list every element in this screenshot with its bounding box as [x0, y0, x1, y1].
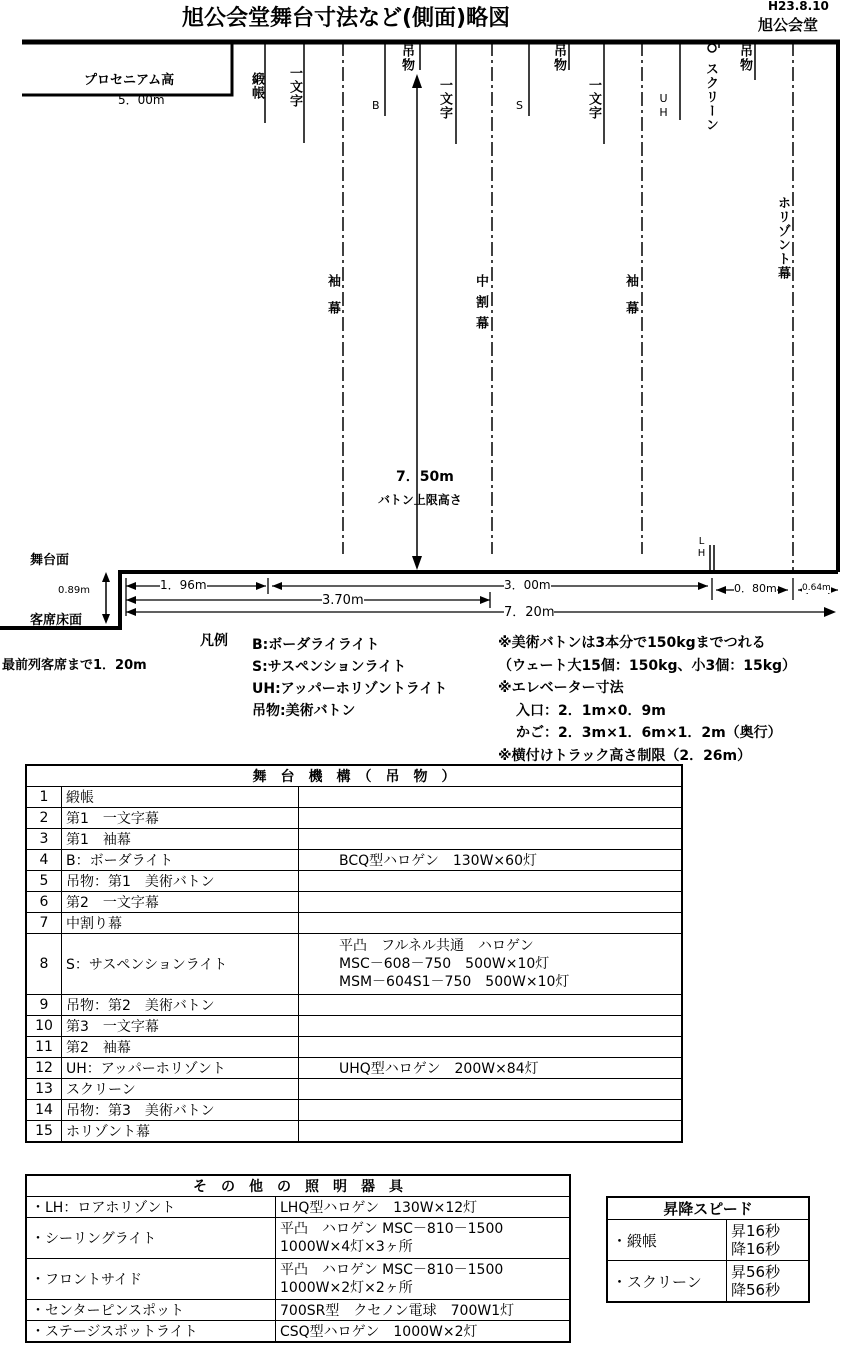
- border-light-label: B: [372, 99, 380, 112]
- nakawari-label: 中割幕: [473, 274, 488, 337]
- dim-1-96: 1．96m: [160, 578, 207, 592]
- ichimonji-2-label: 一文字: [437, 78, 452, 120]
- suspension-light-label: S: [516, 99, 523, 112]
- table-row: 9 吊物：第2 美術バトン: [26, 995, 682, 1016]
- screen-label: スクリーン: [703, 62, 718, 132]
- front-row-label: 最前列客席まで1．20m: [2, 658, 147, 673]
- table-row: ・シーリングライト 平凸 ハロゲン MSC－810－1500 1000W×4灯×3ヶ所: [26, 1218, 570, 1259]
- dim-0-80: 0．80m: [734, 582, 777, 595]
- ichimonji-3-label: 一文字: [586, 78, 601, 120]
- table-row: 14 吊物：第3 美術バトン: [26, 1100, 682, 1121]
- note-line: 入口：2．1m×0．9m: [516, 702, 666, 719]
- light-table-title: そ の 他 の 照 明 器 具: [26, 1175, 570, 1197]
- speed-table-title: 昇降スピード: [607, 1197, 809, 1220]
- upper-horizont-label: UH: [657, 92, 670, 120]
- table-row: ・ステージスポットライト CSQ型ハロゲン 1000W×2灯: [26, 1321, 570, 1343]
- table-row: 1 緞帳: [26, 787, 682, 808]
- note-line: （ウェート大15個：150kg、小3個：15kg）: [498, 657, 797, 674]
- dim-0-64: 0.64m: [802, 583, 831, 593]
- batten-height: 7．50m: [396, 469, 454, 485]
- sodemaku-2-label: 袖幕: [623, 274, 638, 328]
- table-row: ・センターピンスポット 700SR型 クセノン電球 700W1灯: [26, 1300, 570, 1321]
- dim-3-00: 3．00m: [504, 578, 551, 592]
- ichimonji-1-label: 一文字: [287, 66, 302, 108]
- table-row: 13 スクリーン: [26, 1079, 682, 1100]
- legend-title: 凡例: [200, 633, 228, 649]
- dim-7-20: 7．20m: [504, 605, 555, 620]
- horizont-label: ホリゾント幕: [775, 196, 790, 280]
- step-height: 0.89m: [58, 585, 91, 596]
- dontyo-label: 緞帳: [249, 72, 264, 100]
- sodemaku-1-label: 袖幕: [325, 274, 340, 328]
- table-row: 2 第1 一文字幕: [26, 808, 682, 829]
- stage-floor-label: 舞台面: [30, 553, 70, 568]
- note-line: ※エレベーター寸法: [498, 680, 624, 696]
- table-row: ・LH：ロアホリゾント LHQ型ハロゲン 130W×12灯: [26, 1197, 570, 1218]
- table-row: 4 B：ボーダライト BCQ型ハロゲン 130W×60灯: [26, 850, 682, 871]
- tsurimono-2-label: 吊物: [551, 44, 566, 72]
- note-line: ※横付けトラック高さ制限（2．26m）: [498, 747, 752, 764]
- notes: [498, 632, 796, 767]
- table-row: 12 UH：アッパーホリゾント UHQ型ハロゲン 200W×84灯: [26, 1058, 682, 1079]
- batten-height-label: バトン上限高さ: [378, 493, 462, 507]
- tsurimono-1-label: 吊物: [399, 44, 414, 72]
- lift-speed-table: [606, 1196, 810, 1303]
- dim-3-70: 3.70m: [322, 593, 364, 608]
- table-row: 5 吊物：第1 美術バトン: [26, 871, 682, 892]
- note-line: ※美術バトンは3本分で150kgまでつれる: [498, 635, 766, 651]
- proscenium-height: 5．00m: [118, 93, 165, 107]
- legend-item: 吊物:美術バトン: [252, 703, 356, 719]
- table-row: 15 ホリゾント幕: [26, 1121, 682, 1143]
- table-row: ・緞帳 昇16秒 降16秒: [607, 1220, 809, 1261]
- audience-floor-label: 客席床面: [30, 613, 83, 628]
- table-row: ・フロントサイド 平凸 ハロゲン MSC－810－1500 1000W×2灯×2ヶ所: [26, 1259, 570, 1300]
- note-line: かご：2．3m×1．6m×1．2m（奥行）: [516, 725, 782, 741]
- legend-item: B:ボーダライライト: [252, 637, 380, 653]
- legend-list: [252, 634, 447, 722]
- table-row: 10 第3 一文字幕: [26, 1016, 682, 1037]
- table-row: 6 第2 一文字幕: [26, 892, 682, 913]
- table-row: ・スクリーン 昇56秒 降56秒: [607, 1261, 809, 1303]
- legend-item: UH:アッパーホリゾントライト: [252, 681, 448, 697]
- org-label: 旭公会堂: [758, 16, 819, 34]
- mech-table-title: 舞 台 機 構 （ 吊 物 ）: [26, 765, 682, 787]
- table-row: 3 第1 袖幕: [26, 829, 682, 850]
- table-row: 11 第2 袖幕: [26, 1037, 682, 1058]
- stage-mechanism-table: [25, 764, 683, 1143]
- table-row: 8 S：サスペンションライト 平凸 フルネル共通 ハロゲン MSC－608－750 500W×10灯 MSM－604S1－750 500W×10灯: [26, 934, 682, 995]
- other-lighting-table: [25, 1174, 571, 1343]
- date-label: H23.8.10: [768, 0, 829, 13]
- lower-horizont-label: LH: [696, 536, 707, 560]
- tsurimono-3-label: 吊物: [737, 44, 752, 72]
- table-row: 7 中割り幕: [26, 913, 682, 934]
- page-title: 旭公会堂舞台寸法など(側面)略図: [182, 6, 511, 31]
- legend-item: S:サスペンションライト: [252, 659, 407, 675]
- proscenium-label: プロセニアム高: [84, 73, 175, 88]
